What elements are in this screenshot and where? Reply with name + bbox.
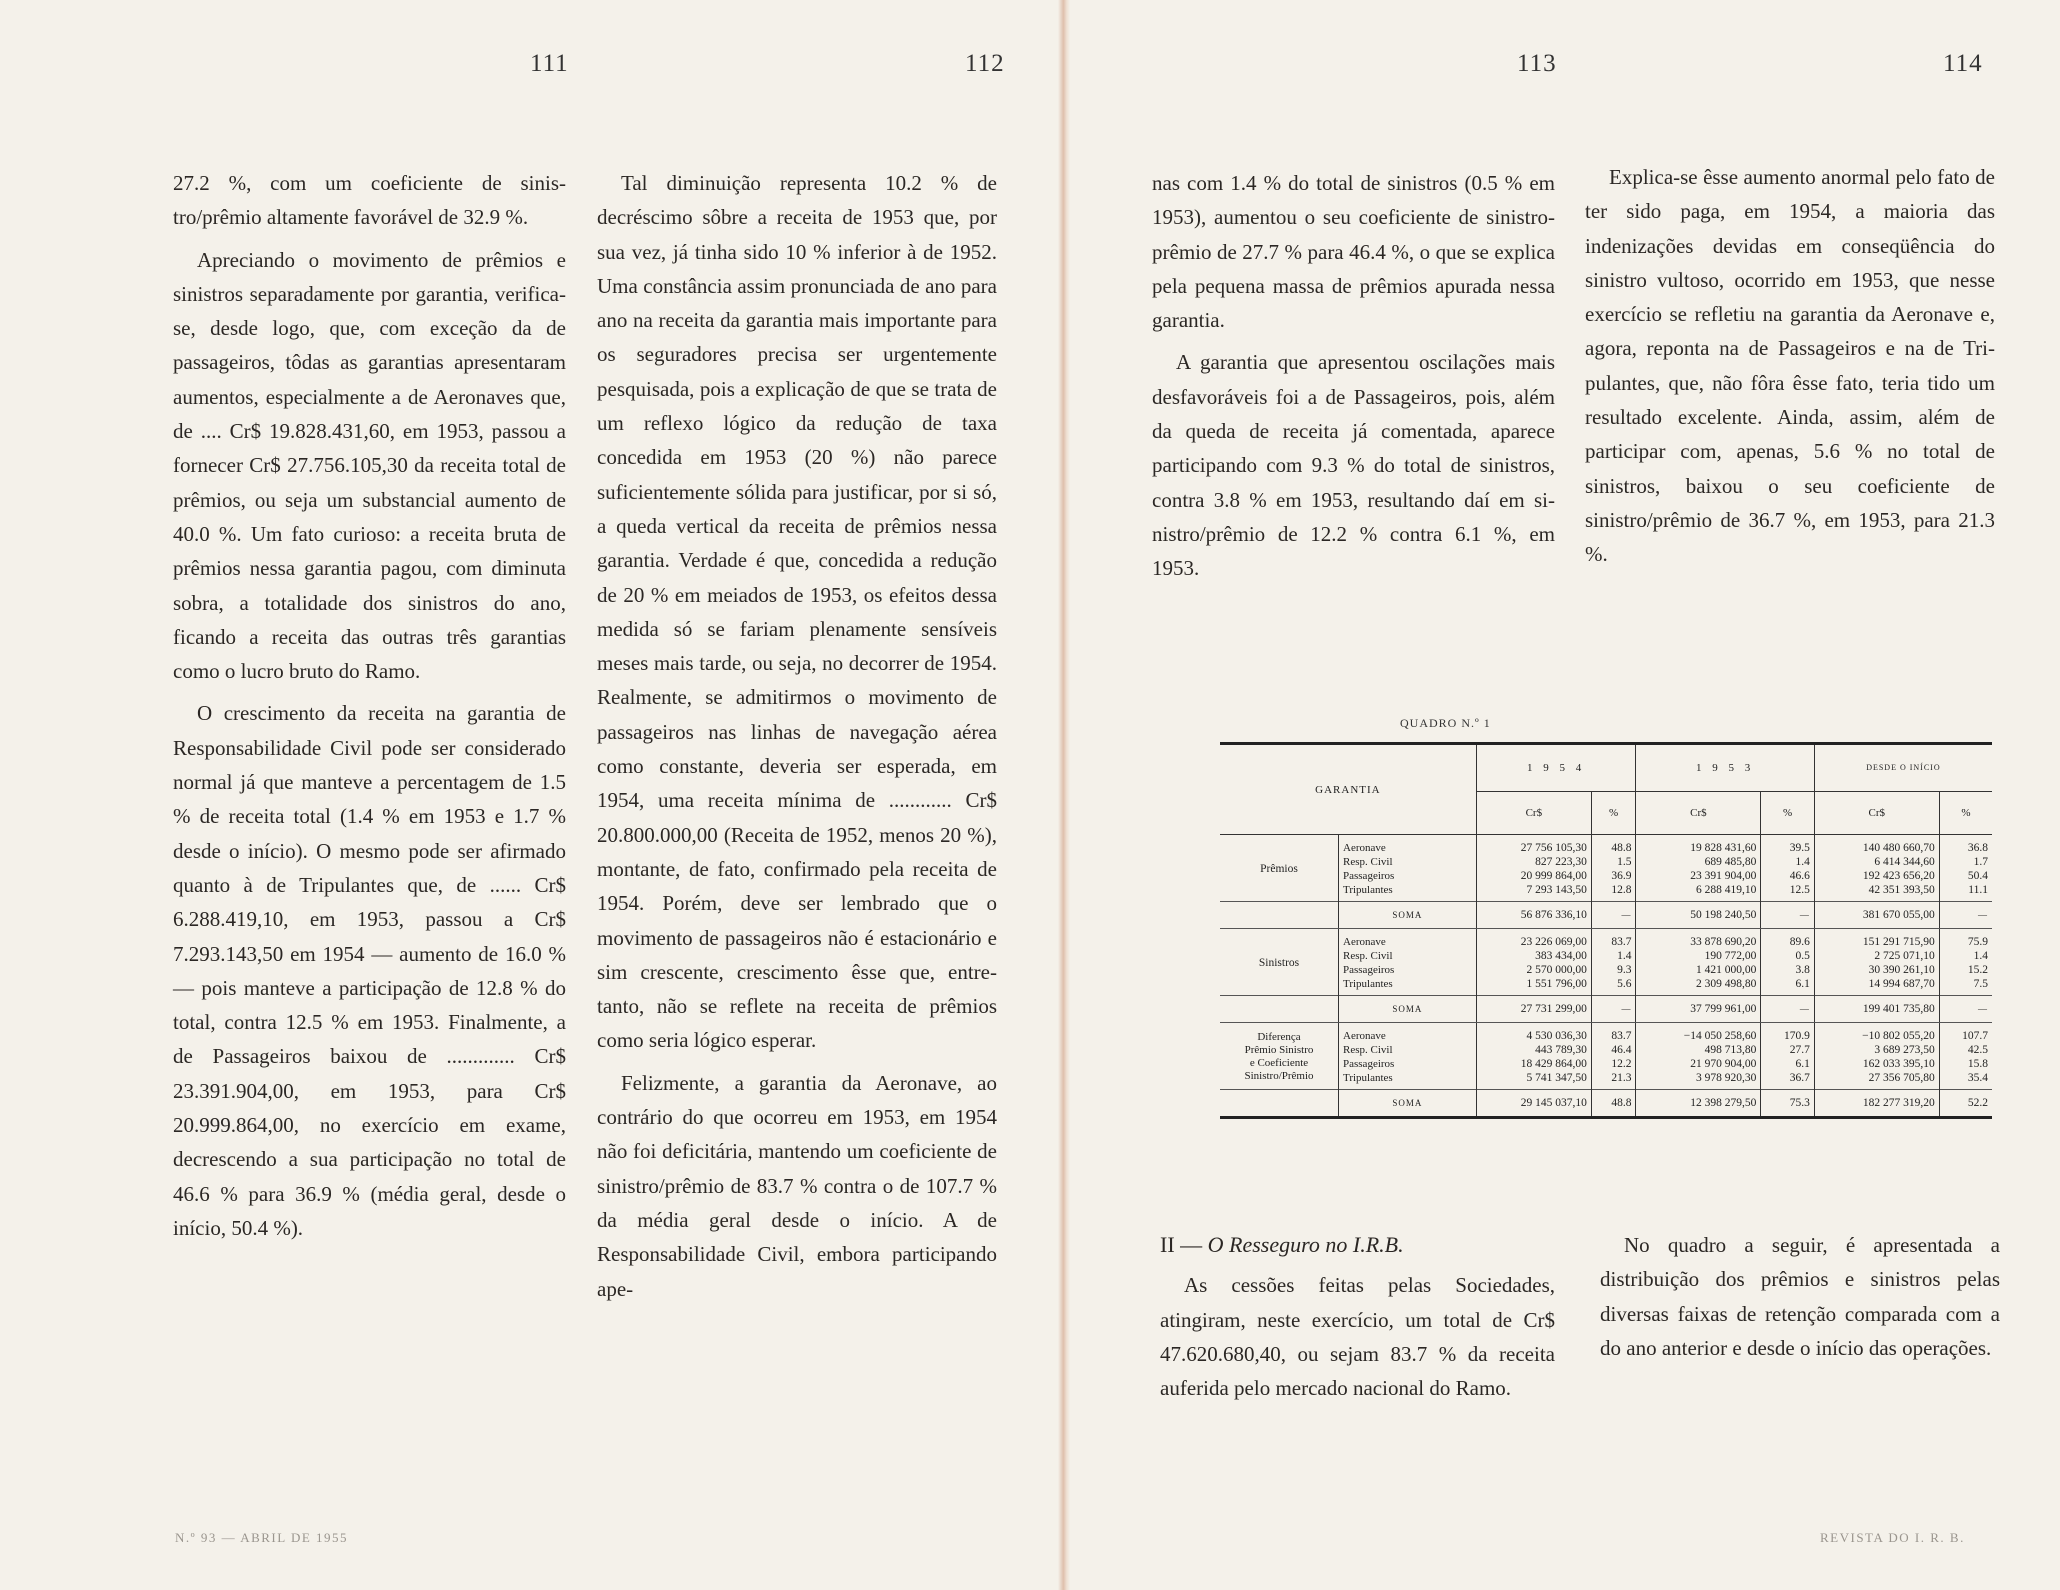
column-header-cr: Cr$ [1476, 792, 1591, 835]
page-number-114: 114 [1943, 50, 1983, 77]
column-header-period: 1 9 5 3 [1636, 744, 1814, 792]
soma-cr-inicio: 182 277 319,20 [1814, 1090, 1939, 1118]
soma-cr-1954: 29 145 037,10 [1476, 1090, 1591, 1118]
row-category: Sinistros [1258, 957, 1300, 969]
table-title: QUADRO N.º 1 [1400, 716, 1491, 730]
column-header-garantia: GARANTIA [1220, 744, 1476, 835]
text-column-4-top [1585, 160, 1995, 580]
table-row [1220, 929, 1992, 996]
text-column-3-top [1152, 166, 1555, 594]
cell-pct-1954: 48.8 1.5 36.9 12.8 [1591, 835, 1636, 902]
soma-cr-inicio: 381 670 055,00 [1814, 902, 1939, 929]
cell-pct-1954: 83.7 1.4 9.3 5.6 [1591, 929, 1636, 996]
paragraph: As cessões feitas pelas Sociedades, atingiram, neste exercício, um total de Cr$ 47.620.680,40, ou sejam 83.7 % da receita auferida pelo mercado nacional do Ramo. [1160, 1273, 1555, 1401]
soma-pct-inicio: — [1939, 902, 1992, 929]
cell-cr-inicio: 140 480 660,70 6 414 344,60 192 423 656,20 42 351 393,50 [1814, 835, 1939, 902]
cell-cr-inicio: −10 802 055,20 3 689 273,50 162 033 395,10 27 356 705,80 [1814, 1023, 1939, 1090]
page-number-111: 111 [530, 50, 569, 77]
cell-cr-1953: 33 878 690,20 190 772,00 1 421 000,00 2 309 498,80 [1636, 929, 1761, 996]
footer-issue: N.º 93 — ABRIL DE 1955 [175, 1530, 349, 1545]
table-row-soma [1220, 1090, 1992, 1118]
paragraph: Tal diminuição representa 10.2 % de decréscimo sôbre a receita de 1953 que, por sua vez, já tinha sido 10 % inferior à de 1952. Uma constância assim pronunciada de ano para ano na receita da garantia mais importante para os seguradores precisa ser urgentemente pesquisada, pois a explicação de que se trata de um reflexo lógico da redução de taxa concedida em 1953 (20 %) não parece suficientemente sólida para justificar, por si só, a queda vertical da receita de prêmios nessa garantia. Verdade é que, concedida a redução de 20 % em meiados de 1953, os efeitos dessa medida só se fariam plenamente sensíveis meses mais tarde, ou seja, no decorrer de 1954. Realmente, se admitirmos o movimento de passageiros nas linhas de navegação aérea como constante, deveria ser esperada, em 1954, uma receita mínima de ............ Cr$ 20.800.000,00 (Receita de 1952, menos 20 %), montante, de fato, confirmado pela receita de 1954. Porém, deve ser lembrado que o movimento de passageiros não é estacionário e sim crescente, crescimento êsse que, entretanto, não se reflete na receita de prêmios como seria lógico esperar. [597, 171, 997, 1053]
paragraph: 27.2 %, com um coeficiente de sinistro/prêmio altamente favorável de 32.9 %. [173, 171, 566, 230]
soma-pct-1953: — [1761, 996, 1814, 1023]
cell-cr-1954: 4 530 036,30 443 789,30 18 429 864,00 5 741 347,50 [1476, 1023, 1591, 1090]
table-row-soma [1220, 996, 1992, 1023]
soma-pct-1954: — [1591, 902, 1636, 929]
text-column-2 [597, 166, 997, 1314]
cell-cr-1953: −14 050 258,60 498 713,80 21 970 904,00 3 978 920,30 [1636, 1023, 1761, 1090]
column-header-pct: % [1939, 792, 1992, 835]
paragraph: Felizmente, a garantia da Aeronave, ao contrário do que ocorreu em 1953, em 1954 não foi deficitária, mantendo um coeficiente de sinistro/prêmio de 83.7 % contra o de 107.7 % da média geral desde o início. A de Responsabilidade Civil, embora participando ape- [597, 1070, 997, 1301]
paragraph: Apreciando o movimento de prêmios e sinistros separadamente por garantia, verifica-se, desde logo, que, com exceção da de passageiros, tôdas as garantias apresentaram aumentos, especialmente a de Aeronaves que, de .... Cr$ 19.828.431,60, em 1953, passou a fornecer Cr$ 27.756.105,30 da receita total de prêmios, ou seja um substancial aumento de 40.0 %. Um fato curioso: a receita bruta de prêmios nessa garantia pagou, com diminuta sobra, a totalidade dos sinistros do ano, ficando a receita das outras três garantias como o lucro bruto do Ramo. [173, 247, 566, 684]
text-column-3-bottom [1160, 1228, 1555, 1413]
section-heading-prefix: II — [1160, 1232, 1208, 1257]
row-labels: Aeronave Resp. Civil Passageiros Tripulantes [1339, 929, 1477, 996]
cell-pct-1953: 89.6 0.5 3.8 6.1 [1761, 929, 1814, 996]
soma-pct-1953: 75.3 [1761, 1090, 1814, 1118]
column-header-cr: Cr$ [1636, 792, 1761, 835]
column-header-period: 1 9 5 4 [1476, 744, 1636, 792]
data-table [1220, 742, 1992, 1119]
column-header-pct: % [1591, 792, 1636, 835]
soma-cr-1953: 37 799 961,00 [1636, 996, 1761, 1023]
soma-label: SOMA [1339, 996, 1477, 1023]
soma-cr-1954: 27 731 299,00 [1476, 996, 1591, 1023]
table-row [1220, 835, 1992, 902]
soma-pct-1954: — [1591, 996, 1636, 1023]
column-header-cr: Cr$ [1814, 792, 1939, 835]
table-row-soma [1220, 902, 1992, 929]
soma-cr-inicio: 199 401 735,80 [1814, 996, 1939, 1023]
paragraph: No quadro a seguir, é apresentada a distribuição dos prêmios e sinistros pelas diversas faixas de retenção comparada com a do ano anterior e desde o início das operações. [1600, 1233, 2000, 1360]
soma-cr-1953: 12 398 279,50 [1636, 1090, 1761, 1118]
cell-pct-1954: 83.7 46.4 12.2 21.3 [1591, 1023, 1636, 1090]
cell-pct-1953: 170.9 27.7 6.1 36.7 [1761, 1023, 1814, 1090]
cell-pct-inicio: 36.8 1.7 50.4 11.1 [1939, 835, 1992, 902]
row-labels: Aeronave Resp. Civil Passageiros Tripulantes [1339, 835, 1477, 902]
soma-label: SOMA [1339, 902, 1477, 929]
column-header-period: DESDE O INÍCIO [1814, 744, 1992, 792]
column-header-pct: % [1761, 792, 1814, 835]
soma-cr-1954: 56 876 336,10 [1476, 902, 1591, 929]
paragraph: Explica-se êsse aumento anormal pelo fato de ter sido paga, em 1954, a maioria das indenizações devidas em conseqüência do sinistro vultoso, ocorrido em 1953, que nesse exercício se refletiu na garantia da Aeronave e, agora, reponta na de Passageiros e na de Tripulantes, que, não fôra êsse fato, teria tido um resultado excelente. Ainda, assim, além de participar com, apenas, 5.6 % no total de sinistros, baixou o seu coeficiente de sinistro/prêmio de 36.7 %, em 1953, para 21.3 %. [1585, 165, 1995, 567]
cell-pct-1953: 39.5 1.4 46.6 12.5 [1761, 835, 1814, 902]
paragraph: nas com 1.4 % do total de sinistros (0.5 % em 1953), aumentou o seu coeficiente de sinistro-prêmio de 27.7 % para 46.4 %, o que se explica pela pequena massa de prêmios apurada nessa garantia. [1152, 171, 1555, 333]
soma-pct-inicio: 52.2 [1939, 1090, 1992, 1118]
row-category: Prêmios [1260, 863, 1298, 875]
cell-pct-inicio: 75.9 1.4 15.2 7.5 [1939, 929, 1992, 996]
section-heading-title: O Resseguro no I.R.B. [1207, 1232, 1404, 1257]
soma-pct-1953: — [1761, 902, 1814, 929]
cell-cr-inicio: 151 291 715,90 2 725 071,10 30 390 261,10 14 994 687,70 [1814, 929, 1939, 996]
soma-cr-1953: 50 198 240,50 [1636, 902, 1761, 929]
text-column-1 [173, 166, 566, 1253]
cell-cr-1954: 23 226 069,00 383 434,00 2 570 000,00 1 551 796,00 [1476, 929, 1591, 996]
page-gutter [1058, 0, 1070, 1590]
footer-journal: REVISTA DO I. R. B. [1820, 1530, 1965, 1545]
text-column-4-bottom [1600, 1228, 2000, 1373]
row-labels: Aeronave Resp. Civil Passageiros Tripulantes [1339, 1023, 1477, 1090]
soma-pct-1954: 48.8 [1591, 1090, 1636, 1118]
paragraph: O crescimento da receita na garantia de Responsabilidade Civil pode ser considerado normal já que manteve a percentagem de 1.5 % de receita total (1.4 % em 1953 e 1.7 % desde o início). O mesmo pode ser afirmado quanto à de Tripulantes que, de ...... Cr$ 6.288.419,10, em 1953, passou a Cr$ 7.293.143,50 em 1954 — aumento de 16.0 % — pois manteve a participação de 12.8 % do total, contra 12.5 % em 1953. Finalmente, a de Passageiros baixou de ............. Cr$ 23.391.904,00, em 1953, para Cr$ 20.999.864,00, no exercício em exame, decrescendo a sua participação no total de 46.6 % para 36.9 % (média geral, desde o início, 50.4 %). [173, 701, 566, 1240]
cell-cr-1953: 19 828 431,60 689 485,80 23 391 904,00 6 288 419,10 [1636, 835, 1761, 902]
page-number-112: 112 [965, 50, 1005, 77]
soma-pct-inicio: — [1939, 996, 1992, 1023]
cell-cr-1954: 27 756 105,30 827 223,30 20 999 864,00 7 293 143,50 [1476, 835, 1591, 902]
soma-label: SOMA [1339, 1090, 1477, 1118]
paragraph: A garantia que apresentou oscilações mais desfavoráveis foi a de Passageiros, pois, além da queda de receita já comentada, aparece participando com 9.3 % do total de sinistros, contra 3.8 % em 1953, resultando daí em sinistro/prêmio de 12.2 % contra 6.1 %, em 1953. [1152, 350, 1555, 581]
table-row [1220, 1023, 1992, 1090]
page-number-113: 113 [1517, 50, 1557, 77]
section-heading [1160, 1228, 1555, 1262]
row-category: Diferença Prêmio Sinistro e Coeficiente Sinistro/Prêmio [1244, 1031, 1314, 1082]
cell-pct-inicio: 107.7 42.5 15.8 35.4 [1939, 1023, 1992, 1090]
